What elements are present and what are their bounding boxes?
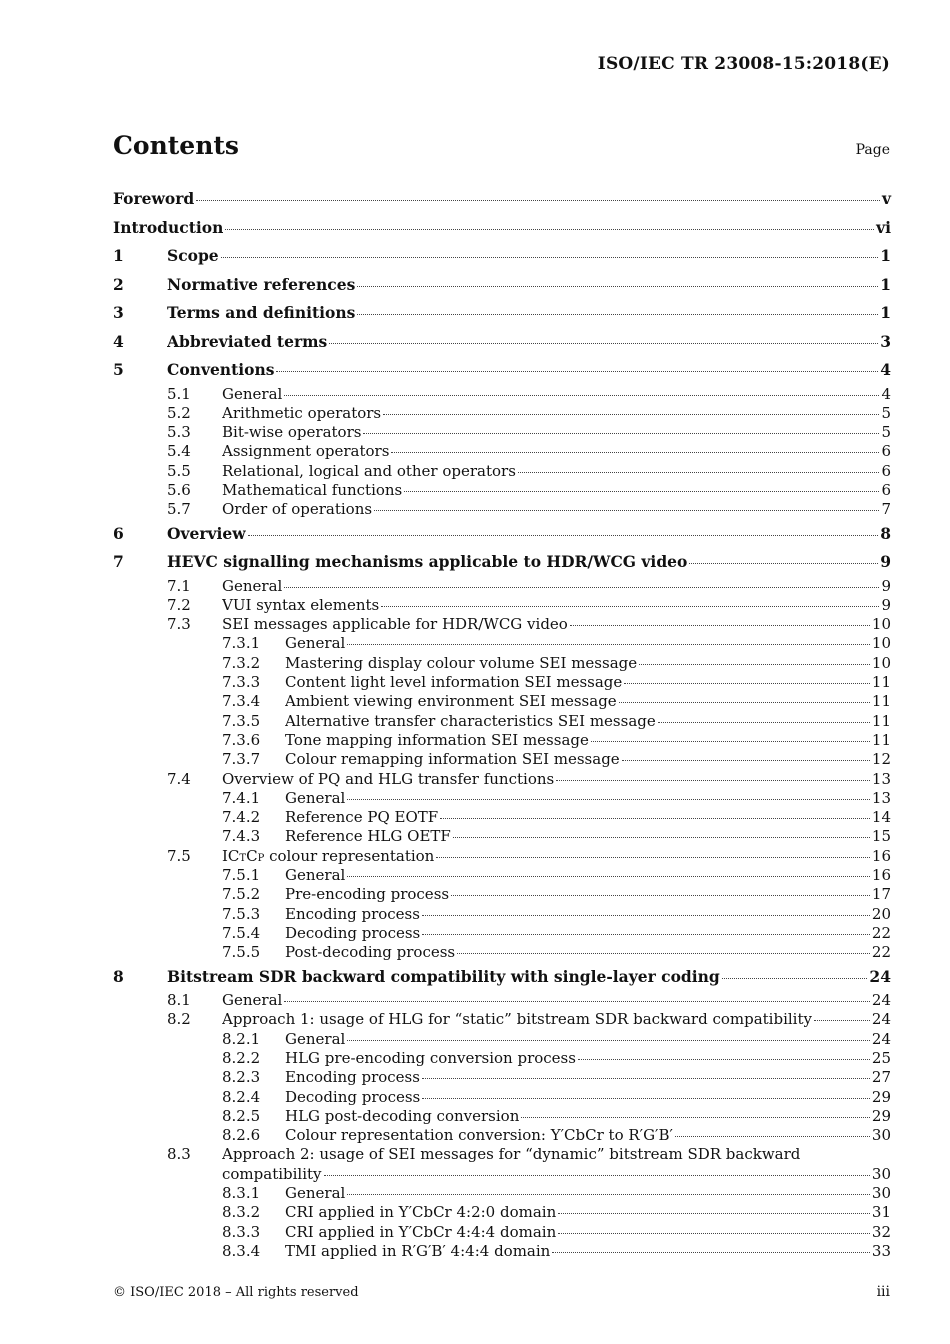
toc-entry-title: Conventions (167, 360, 275, 379)
toc-entry-page: 1 (880, 303, 891, 322)
toc-entry-page: 6 (881, 480, 891, 499)
dot-leader (451, 895, 870, 896)
toc-entry-title: Approach 2: usage of SEI messages for “dynamic” bitstream SDR backward (222, 1145, 801, 1164)
toc-entry[interactable] (113, 442, 891, 461)
toc-entry-number: 5.4 (167, 442, 191, 461)
toc-entry-page: 20 (871, 904, 891, 923)
toc-entry-page: 29 (871, 1087, 891, 1106)
toc-entry-number: 7.2 (167, 595, 191, 614)
toc-entry-number: 7.4.1 (222, 788, 261, 807)
toc-entry[interactable] (113, 577, 891, 596)
dot-leader (518, 472, 880, 473)
toc-entry-page: 11 (871, 730, 891, 749)
toc-entry-number: 7.3.2 (222, 653, 261, 672)
toc-entry-page: 3 (880, 331, 891, 351)
dot-leader (440, 818, 870, 819)
toc-entry[interactable] (113, 520, 891, 549)
toc-entry-page: 10 (871, 653, 891, 672)
toc-entry-page: v (881, 189, 891, 208)
toc-entry-page: 9 (881, 576, 891, 595)
toc-entry-title: Encoding process (285, 1068, 420, 1087)
toc-entry[interactable] (113, 1184, 891, 1203)
footer-page-number: iii (876, 1284, 890, 1300)
toc-entry[interactable] (113, 328, 891, 357)
toc-entry[interactable] (113, 789, 891, 808)
toc-entry[interactable] (113, 866, 891, 885)
toc-entry-page: 11 (871, 711, 891, 730)
toc-entry-title: General (285, 866, 346, 885)
toc-entry-page: 16 (871, 846, 891, 865)
toc-entry-title: Introduction (113, 217, 224, 237)
toc-entry-page: 12 (871, 750, 891, 769)
toc-entry-page: 5 (881, 423, 891, 442)
dot-leader (457, 953, 870, 954)
toc-entry-page: 16 (871, 866, 891, 885)
toc-entry[interactable] (113, 770, 891, 789)
toc-entry-number: 5 (113, 360, 124, 379)
toc-entry-title: VUI syntax elements (222, 595, 380, 614)
toc-entry-page: 10 (871, 615, 891, 634)
toc-entry-page: 30 (871, 1164, 891, 1183)
toc-entry[interactable] (113, 1030, 891, 1049)
toc-entry-number: 7.3.6 (222, 730, 261, 749)
toc-entry-number: 7.1 (167, 576, 191, 595)
toc-entry-number: 8.1 (167, 991, 191, 1010)
toc-entry-title: General (222, 576, 283, 595)
toc-entry-page: 9 (881, 595, 891, 614)
toc-entry-title: Relational, logical and other operators (222, 461, 516, 480)
dot-leader (689, 563, 878, 564)
toc-entry-number: 5.2 (167, 403, 191, 422)
dot-leader (329, 343, 878, 344)
dot-leader (591, 741, 870, 742)
toc-entry-page: 22 (871, 943, 891, 962)
toc-entry-title: Order of operations (222, 500, 373, 519)
toc-entry[interactable] (113, 596, 891, 615)
toc-entry-title: HLG pre-encoding conversion process (285, 1048, 576, 1067)
dot-leader (639, 664, 870, 665)
toc-entry[interactable] (113, 615, 891, 634)
toc-entry-title: Decoding process (285, 1087, 421, 1106)
toc-entry-title: General (285, 634, 346, 653)
toc-entry-page: 8 (880, 523, 891, 543)
toc-entry[interactable] (113, 991, 891, 1010)
toc-entry[interactable] (113, 808, 891, 827)
toc-entry-number: 8.2.6 (222, 1126, 261, 1145)
toc-entry-page: 30 (871, 1183, 891, 1202)
toc-entry-number: 8.2.1 (222, 1029, 261, 1048)
dot-leader (196, 200, 880, 201)
toc-entry-number: 8 (113, 966, 124, 986)
dot-leader (324, 1175, 870, 1176)
toc-entry-number: 7.3.3 (222, 673, 261, 692)
dot-leader (374, 510, 879, 511)
toc-entry-page: 11 (871, 673, 891, 692)
toc-entry-title: Reference PQ EOTF (285, 808, 439, 827)
toc-entry-page: 1 (880, 274, 891, 294)
dot-leader (347, 876, 870, 877)
toc-entry-title-continued: compatibility (222, 1164, 322, 1183)
dot-leader (347, 1040, 870, 1041)
dot-leader (619, 702, 870, 703)
toc-entry-page: 4 (881, 384, 891, 403)
dot-leader (381, 606, 879, 607)
dot-leader (436, 857, 870, 858)
toc-entry-page: 10 (871, 634, 891, 653)
toc-entry-title: Terms and definitions (167, 303, 356, 322)
toc-entry-number: 5.3 (167, 423, 191, 442)
toc-entry-page: 1 (880, 246, 891, 265)
dot-leader (422, 915, 870, 916)
dot-leader (284, 395, 879, 396)
dot-leader (570, 625, 870, 626)
toc-entry[interactable] (113, 423, 891, 442)
toc-entry-page: 27 (871, 1068, 891, 1087)
toc-entry[interactable] (113, 750, 891, 769)
toc-entry[interactable] (113, 885, 891, 904)
toc-entry-number: 8.2 (167, 1010, 191, 1029)
toc-entry-number: 7.4 (167, 769, 191, 788)
toc-entry-number: 7.3.4 (222, 692, 261, 711)
toc-entry-title: Colour remapping information SEI message (285, 750, 620, 769)
dot-leader (422, 1098, 870, 1099)
toc-entry-page: 30 (871, 1126, 891, 1145)
toc-entry[interactable] (113, 1126, 891, 1145)
toc-entry-page: 7 (881, 500, 891, 519)
toc-entry-title: General (285, 1029, 346, 1048)
toc-entry[interactable] (113, 1068, 891, 1087)
toc-entry-number: 8.3.1 (222, 1183, 261, 1202)
toc-entry-title: Arithmetic operators (222, 403, 382, 422)
document-identifier: ISO/IEC TR 23008-15:2018(E) (597, 54, 890, 74)
toc-entry-number: 6 (113, 523, 124, 543)
toc-entry[interactable] (113, 943, 891, 962)
toc-entry-title: HLG post-decoding conversion (285, 1106, 520, 1125)
toc-entry[interactable] (113, 385, 891, 404)
toc-entry-page: 13 (871, 788, 891, 807)
dot-leader (658, 722, 870, 723)
toc-entry-page: 24 (871, 991, 891, 1010)
toc-entry[interactable] (113, 712, 891, 731)
toc-entry-number: 7.5.2 (222, 885, 261, 904)
toc-entry-page: 32 (871, 1222, 891, 1241)
dot-leader (347, 799, 870, 800)
toc-entry[interactable] (113, 905, 891, 924)
toc-entry-title: Post-decoding process (285, 943, 456, 962)
dot-leader (521, 1117, 870, 1118)
toc-entry-number: 5.1 (167, 384, 191, 403)
toc-entry-number: 8.2.2 (222, 1048, 261, 1067)
dot-leader (248, 535, 879, 536)
dot-leader (558, 1213, 870, 1214)
toc-entry[interactable] (113, 1242, 891, 1261)
toc-entry-number: 7.5.4 (222, 923, 261, 942)
toc-entry-title: CRI applied in Y′CbCr 4:2:0 domain (285, 1203, 557, 1222)
dot-leader (552, 1252, 870, 1253)
toc-entry-title: Decoding process (285, 923, 421, 942)
toc-entry-page: vi (876, 217, 891, 237)
toc-entry-page: 31 (871, 1203, 891, 1222)
dot-leader (622, 760, 870, 761)
toc-entry-title: Assignment operators (222, 442, 390, 461)
toc-entry[interactable] (113, 731, 891, 750)
toc-entry-title: Abbreviated terms (167, 331, 328, 351)
dot-leader (284, 587, 879, 588)
toc-entry[interactable] (113, 242, 891, 271)
toc-entry-number: 5.6 (167, 480, 191, 499)
dot-leader (556, 780, 870, 781)
toc-entry-title: Encoding process (285, 904, 420, 923)
dot-leader (347, 1194, 870, 1195)
toc-entry-number: 7.4.3 (222, 827, 261, 846)
toc-entry-page: 25 (871, 1048, 891, 1067)
dot-leader (558, 1233, 870, 1234)
toc-entry[interactable] (113, 404, 891, 423)
toc-entry-title: Alternative transfer characteristics SEI message (285, 711, 656, 730)
toc-entry-number: 8.2.5 (222, 1106, 261, 1125)
dot-leader (383, 414, 879, 415)
toc-entry[interactable] (113, 654, 891, 673)
toc-entry[interactable] (113, 299, 891, 328)
toc-entry[interactable] (113, 500, 891, 519)
toc-entry-title: Foreword (113, 189, 195, 208)
toc-entry-title: Overview of PQ and HLG transfer functions (222, 769, 555, 788)
toc-entry-title: TMI applied in R′G′B′ 4:4:4 domain (285, 1241, 551, 1260)
toc-entry[interactable] (113, 1088, 891, 1107)
dot-leader (221, 257, 879, 258)
dot-leader (357, 286, 878, 287)
toc-entry-number: 1 (113, 246, 124, 265)
toc-entry[interactable] (113, 481, 891, 500)
toc-entry-number: 8.3.4 (222, 1241, 261, 1260)
toc-entry-page: 33 (871, 1241, 891, 1260)
dot-leader (722, 978, 868, 979)
toc-entry-title: Content light level information SEI message (285, 673, 623, 692)
toc-entry-title: Bitstream SDR backward compatibility with single-layer coding (167, 966, 720, 986)
toc-entry-page: 24 (871, 1029, 891, 1048)
toc-entry-page: 14 (871, 808, 891, 827)
toc-entry-title: General (222, 991, 283, 1010)
toc-entry-title: Bit-wise operators (222, 423, 362, 442)
page-title: Contents (113, 131, 240, 160)
toc-entry-title: SEI messages applicable for HDR/WCG video (222, 615, 568, 634)
toc-entry-page: 9 (880, 552, 891, 572)
toc-entry[interactable] (113, 271, 891, 300)
dot-leader (578, 1059, 870, 1060)
toc-entry-number: 7.5 (167, 846, 191, 865)
toc-entry-number: 7.4.2 (222, 808, 261, 827)
dot-leader (347, 644, 870, 645)
toc-entry-title: General (222, 384, 283, 403)
toc-entry-title: HEVC signalling mechanisms applicable to HDR/WCG video (167, 552, 688, 572)
toc-entry[interactable] (113, 924, 891, 943)
toc-entry-title: Mastering display colour volume SEI message (285, 653, 638, 672)
footer-copyright: © ISO/IEC 2018 – All rights reserved (113, 1285, 359, 1300)
dot-leader (422, 934, 870, 935)
toc-entry[interactable] (113, 185, 891, 214)
dot-leader (675, 1136, 870, 1137)
toc-entry[interactable] (113, 692, 891, 711)
toc-entry-title: Normative references (167, 274, 356, 294)
toc-entry-number: 7.5.3 (222, 904, 261, 923)
toc-entry-number: 7.3.7 (222, 750, 261, 769)
toc-entry-number: 8.2.4 (222, 1087, 261, 1106)
toc-entry-title: Colour representation conversion: Y′CbCr to R′G′B′ (285, 1126, 673, 1145)
toc-entry-number: 8.3.3 (222, 1222, 261, 1241)
dot-leader (453, 837, 870, 838)
toc-entry[interactable] (113, 827, 891, 846)
toc-entry-title: Pre-encoding process (285, 885, 450, 904)
toc-entry-title: Scope (167, 246, 219, 265)
toc-entry-number: 7.3.1 (222, 634, 261, 653)
toc-entry-number: 5.5 (167, 461, 191, 480)
toc-entry[interactable] (113, 1145, 891, 1184)
toc-entry-title: Tone mapping information SEI message (285, 730, 589, 749)
toc-entry[interactable] (113, 1049, 891, 1068)
toc-entry-number: 7.3 (167, 615, 191, 634)
dot-leader (284, 1001, 870, 1002)
toc-entry[interactable] (113, 1010, 891, 1029)
toc-entry-number: 7.5.1 (222, 866, 261, 885)
toc-entry-title: ICTCP colour representation (222, 846, 435, 865)
toc-entry-number: 2 (113, 274, 124, 294)
page-column-label: Page (855, 142, 890, 158)
toc-entry-number: 5.7 (167, 500, 191, 519)
toc-entry[interactable] (113, 1223, 891, 1242)
toc-entry[interactable] (113, 1203, 891, 1222)
toc-entry-title: Reference HLG OETF (285, 827, 451, 846)
dot-leader (357, 314, 878, 315)
dot-leader (404, 491, 879, 492)
toc-entry-page: 24 (869, 966, 891, 986)
toc-entry-page: 6 (881, 461, 891, 480)
toc-entry-title: Approach 1: usage of HLG for “static” bitstream SDR backward compatibility (222, 1010, 812, 1029)
toc-entry[interactable] (113, 1107, 891, 1126)
toc-entry[interactable] (113, 634, 891, 653)
toc-entry[interactable] (113, 673, 891, 692)
toc-entry-title: CRI applied in Y′CbCr 4:4:4 domain (285, 1222, 557, 1241)
dot-leader (363, 433, 879, 434)
toc-entry[interactable] (113, 847, 891, 866)
toc-entry-number: 8.2.3 (222, 1068, 261, 1087)
toc-entry[interactable] (113, 548, 891, 577)
toc-entry-number: 4 (113, 331, 124, 351)
toc-entry-title: Ambient viewing environment SEI message (285, 692, 617, 711)
toc-entry-page: 13 (871, 769, 891, 788)
toc-entry-page: 22 (871, 923, 891, 942)
toc-entry-number: 8.3 (167, 1145, 191, 1164)
dot-leader (624, 683, 870, 684)
toc-entry-title: Overview (167, 523, 246, 543)
toc-entry-number: 7.3.5 (222, 711, 261, 730)
toc-entry[interactable] (113, 214, 891, 243)
dot-leader (391, 452, 879, 453)
toc-entry[interactable] (113, 963, 891, 992)
dot-leader (225, 229, 874, 230)
toc-entry-title: General (285, 1183, 346, 1202)
toc-entry-page: 4 (880, 360, 891, 379)
toc-entry[interactable] (113, 356, 891, 385)
toc-entry-page: 6 (881, 442, 891, 461)
toc-entry-page: 11 (871, 692, 891, 711)
toc-entry-number: 7 (113, 552, 124, 572)
toc-entry-page: 24 (871, 1010, 891, 1029)
dot-leader (814, 1020, 870, 1021)
toc-entry[interactable] (113, 462, 891, 481)
toc-entry-number: 3 (113, 303, 124, 322)
toc-entry-page: 5 (881, 403, 891, 422)
toc-entry-number: 8.3.2 (222, 1203, 261, 1222)
dot-leader (422, 1078, 870, 1079)
toc-entry-number: 7.5.5 (222, 943, 261, 962)
toc-entry-title: Mathematical functions (222, 480, 403, 499)
toc-entry-title: General (285, 788, 346, 807)
toc-entry-page: 17 (871, 885, 891, 904)
toc-entry-page: 29 (871, 1106, 891, 1125)
table-of-contents (113, 185, 891, 1261)
dot-leader (276, 371, 878, 372)
toc-entry-page: 15 (871, 827, 891, 846)
